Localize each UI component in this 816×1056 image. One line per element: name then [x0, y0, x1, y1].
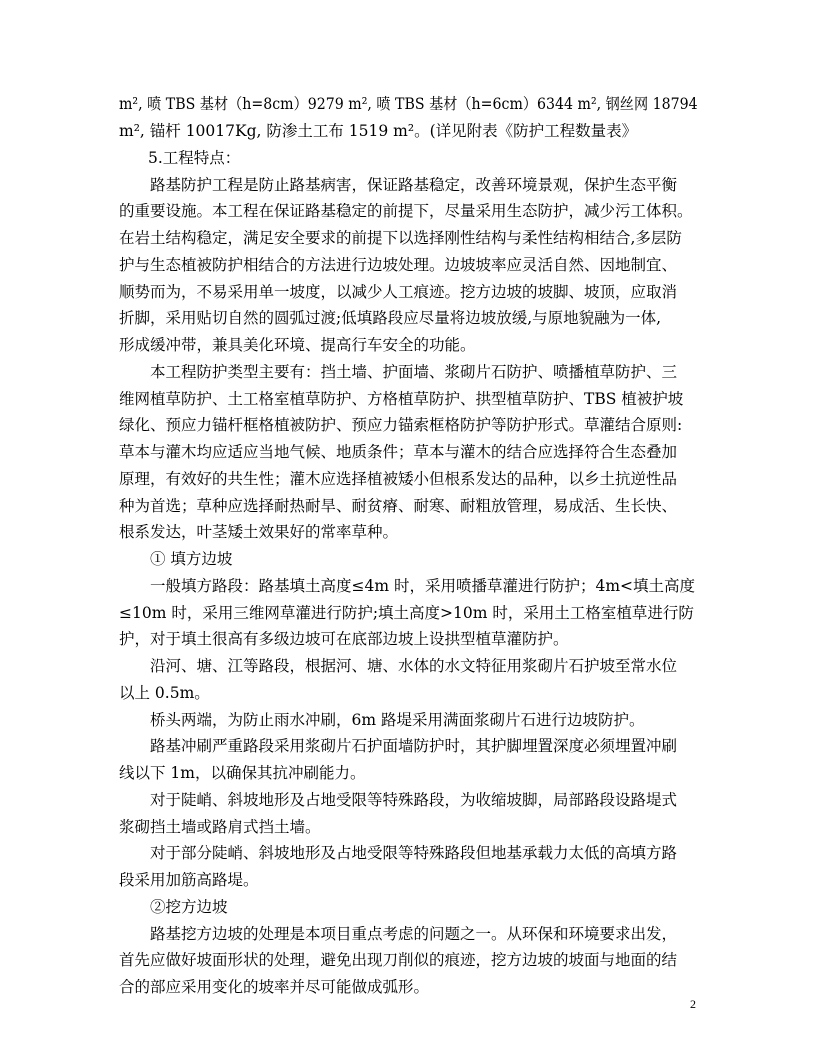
section-heading: 5.工程特点： — [148, 149, 241, 167]
text-line: 对于陡峭、斜坡地形及占地受限等特殊路段，为收缩坡脚，局部路段设路堤式 — [150, 791, 678, 809]
text-line: m², 锚杆 10017Kg, 防渗土工布 1519 m²。(详见附表《防护工程数量表》 — [119, 122, 638, 140]
text-line: 在岩土结构稳定，满足安全要求的前提下以选择刚性结构与柔性结构相结合,多层防 — [119, 229, 682, 247]
text-line: 维网植草防护、土工格室植草防护、方格植草防护、拱型植草防护、TBS 植被护坡 — [119, 390, 684, 408]
text-line: 合的部应采用变化的坡率并尽可能做成弧形。 — [119, 978, 430, 996]
text-line: m², 喷 TBS 基材（h=8cm）9279 m², 喷 TBS 基材（h=6cm）6344 m², 钢丝网 18794 — [119, 95, 698, 113]
text-line: 首先应做好坡面形状的处理，避免出现刀削似的痕迹，挖方边坡的坡面与地面的结 — [119, 951, 678, 969]
text-line: 本工程防护类型主要有：挡土墙、护面墙、浆砌片石防护、喷播植草防护、三 — [150, 363, 678, 381]
text-line: 路基冲刷严重路段采用浆砌片石护面墙防护时，其护脚埋置深度必须埋置冲刷 — [150, 737, 678, 755]
text-line: 对于部分陡峭、斜坡地形及占地受限等特殊路段但地基承载力太低的高填方路 — [150, 844, 678, 862]
text-line: 形成缓冲带，兼具美化环境、提高行车安全的功能。 — [119, 336, 476, 354]
text-line: 路基挖方边坡的处理是本项目重点考虑的问题之一。从环保和环境要求出发， — [150, 925, 678, 943]
text-line: 护与生态植被防护相结合的方法进行边坡处理。边坡坡率应灵活自然、因地制宜、 — [119, 256, 678, 274]
text-line: 顺势而为，不易采用单一坡度，以减少人工痕迹。挖方边坡的坡脚、坡顶，应取消 — [119, 283, 678, 301]
text-line: 线以下 1m，以确保其抗冲刷能力。 — [119, 764, 366, 782]
text-line: 浆砌挡土墙或路肩式挡土墙。 — [119, 818, 321, 836]
text-line: 沿河、塘、江等路段，根据河、塘、水体的水文特征用浆砌片石护坡至常水位 — [150, 657, 678, 675]
subsection-heading: ① 填方边坡 — [150, 550, 233, 568]
text-line: 护，对于填土很高有多级边坡可在底部边坡上设拱型植草灌防护。 — [119, 630, 569, 648]
text-line: 折脚，采用贴切自然的圆弧过渡;低填路段应尽量将边坡放缓,与原地貌融为一体, — [119, 309, 662, 327]
subsection-heading: ②挖方边坡 — [150, 898, 228, 916]
text-line: 段采用加筋高路堤。 — [119, 871, 259, 889]
text-line: 种为首选；草种应选择耐热耐旱、耐贫瘠、耐寒、耐粗放管理，易成活、生长快、 — [119, 497, 678, 515]
text-line: 路基防护工程是防止路基病害，保证路基稳定，改善环境景观，保护生态平衡 — [150, 176, 678, 194]
text-line: ≤10m 时，采用三维网草灌进行防护;填土高度>10m 时，采用土工格室植草进行防 — [119, 604, 694, 622]
text-line: 原理，有效好的共生性；灌木应选择植被矮小但根系发达的品种，以乡土抗逆性品 — [119, 470, 678, 488]
text-line: 根系发达，叶茎矮土效果好的常率草种。 — [119, 523, 399, 541]
text-line: 的重要设施。本工程在保证路基稳定的前提下，尽量采用生态防护，减少污工体积。 — [119, 202, 693, 220]
page-number: 2 — [690, 997, 696, 1011]
text-line: 以上 0.5m。 — [119, 684, 210, 702]
text-line: 桥头两端，为防止雨水冲刷，6m 路堤采用满面浆砌片石进行边坡防护。 — [150, 711, 645, 729]
text-line: 一般填方路段：路基填土高度≤4m 时，采用喷播草灌进行防护；4m<填土高度 — [150, 577, 696, 595]
text-line: 草本与灌木均应适应当地气候、地质条件；草本与灌木的结合应选择符合生态叠加 — [119, 443, 678, 461]
text-line: 绿化、预应力锚杆框格植被防护、预应力锚索框格防护等防护形式。草灌结合原则: — [119, 416, 683, 434]
